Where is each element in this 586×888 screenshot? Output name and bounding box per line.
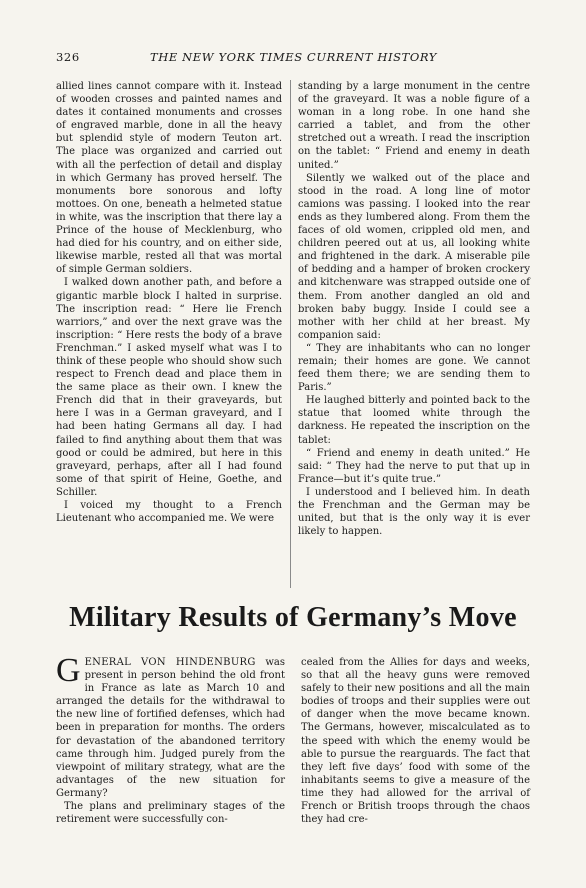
drop-cap: G [56, 652, 81, 689]
paragraph: cealed from the Allies for days and weeks, so that all the heavy guns were removed safely to their new positions and all the main bodies of troops and their supplies were out of danger when the move became known. The Germans, however, miscalculated as to the speed with which the enemy would be able to pursue the rearguards. The fact that they left five days’ food with some of the inhabitants seems to give a measure of the time they had allowed for the arrival of French or British troops through the chaos they had cre- [301, 657, 530, 826]
article-headline: Military Results of Germany’s Move [69, 602, 517, 633]
paragraph: standing by a large monument in the centre of the graveyard. It was a noble figure of a woman in a long robe. In one hand she carried a tablet, and from the other stretched out a wreath. I read the inscription on the tablet: “ Friend and enemy in death united.” [298, 81, 530, 171]
article-left-column [56, 652, 285, 826]
paragraph: allied lines cannot compare with it. Instead of wooden crosses and painted names and dates it contained monuments and crosses of engraved marble, done in all the heavy but splendid style of modern Teuton art. The place was organized and carried out with all the perfection of detail and display in which Germany has proved herself. The monuments bore sonorous and lofty mottoes. On one, beneath a helmeted statue in white, was the inscription that there lay a Prince of the house of Mecklenburg, who had died for his country, and on either side, likewise marble, rested all that was mortal of simple German soldiers. [56, 81, 282, 276]
paragraph: The plans and preliminary stages of the retirement were successfully con- [56, 801, 285, 826]
paragraph: I understood and I believed him. In death the Frenchman and the German may be united, but that is the only way it is ever likely to happen. [298, 486, 530, 538]
paragraph: I voiced my thought to a French Lieutenant who accompanied me. We were [56, 500, 282, 525]
paragraph: “ Friend and enemy in death united.” He said: “ They had the nerve to put that up in France—but it’s quite true.” [298, 447, 530, 485]
paragraph: He laughed bitterly and pointed back to the statue that loomed white through the darkness. He repeated the inscription on the tablet: [298, 395, 530, 446]
page-number: 326 [56, 50, 80, 64]
paragraph: Silently we walked out of the place and stood in the road. A long line of motor camions was passing. I looked into the rear ends as they lumbered along. From them the faces of old women, crippled old men, and children peered out at us, all looking white and frightened in the dark. A miserable pile of bedding and a hamper of broken crockery and kitchenware was strapped outside one of them. From another dangled an old and broken baby buggy. Inside I could see a mother with her child at her breast. My companion said: [298, 172, 530, 341]
article-right-column [301, 656, 530, 826]
upper-right-column [298, 80, 530, 538]
paragraph: “ They are inhabitants who can no longer remain; their homes are gone. We cannot feed them there; we are sending them to Paris.” [298, 342, 530, 394]
lead-caps: ENERAL VON HINDENBURG [84, 657, 256, 668]
lead-paragraph [56, 652, 285, 800]
paragraph: I walked down another path, and before a gigantic marble block I halted in surprise. The inscription read: “ Here lie French warriors,” and over the next grave was the inscription: “ Here rests the body of a brave Frenchman.” I asked myself what was I to think of these people who should show such respect to French dead and place them in the same place as their own. I knew the French did that in their graveyards, but here I was in a German graveyard, and I had been hating Germans all day. I had failed to find anything about them that was good or could be admired, but here in this graveyard, perhaps, after all I had found some of that spirit of Heine, Goethe, and Schiller. [56, 277, 282, 498]
running-head [56, 50, 530, 64]
upper-left-column [56, 80, 282, 525]
column-divider [290, 80, 291, 588]
lead-text: was present in person behind the old front in France as late as March 10 and arranged the details for the withdrawal to the new line of fortified defenses, which had been in preparation for months. The orders for devastation of the abandoned territory came through him. Judged purely from the viewpoint of military strategy, what are the advantages of the new situation for Germany? [56, 657, 285, 799]
running-title: THE NEW YORK TIMES CURRENT HISTORY [150, 50, 437, 64]
